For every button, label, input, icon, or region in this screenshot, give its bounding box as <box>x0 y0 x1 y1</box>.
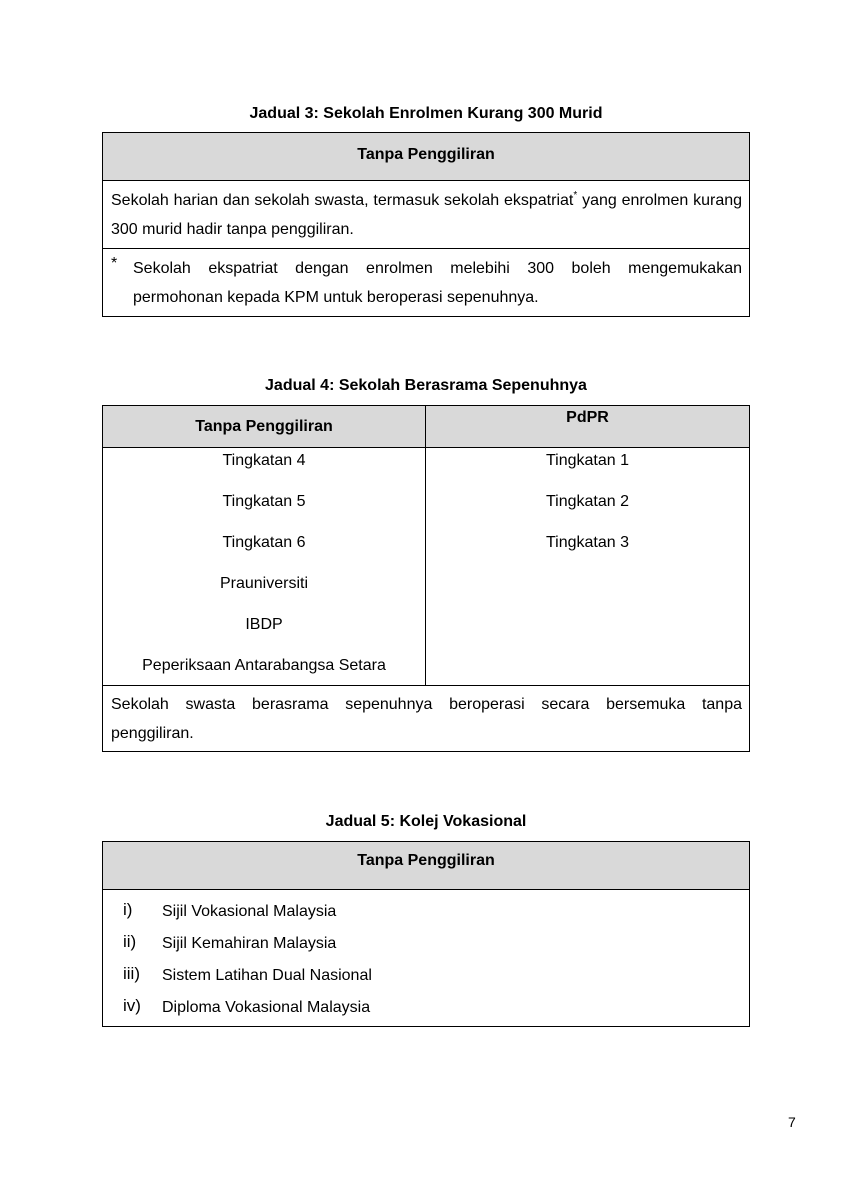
page-number: 7 <box>788 1114 796 1130</box>
list-item-number: i) <box>123 900 133 919</box>
table4-col-left <box>103 406 426 685</box>
table3-body-footnote-mark: * <box>573 190 578 201</box>
table3-body-text: Sekolah harian dan sekolah swasta, termasuk sekolah ekspatriat <box>111 192 574 209</box>
list-item <box>103 932 749 964</box>
table5-caption: Jadual 5: Kolej Vokasional <box>325 813 527 830</box>
table4-right-list <box>426 448 749 573</box>
list-item-number: iii) <box>123 964 140 983</box>
list-item-text: Diploma Vokasional Malaysia <box>162 999 371 1016</box>
table3 <box>102 132 750 317</box>
list-item <box>103 900 749 932</box>
table3-note <box>103 249 749 312</box>
table4-col-right-header: PdPR <box>426 406 749 448</box>
table4-caption: Jadual 4: Sekolah Berasrama Sepenuhnya <box>265 377 587 394</box>
list-item-number: ii) <box>123 932 137 951</box>
table4-footer: Sekolah swasta berasrama sepenuhnya beroperasi secara bersemuka tanpa penggiliran. <box>111 696 742 742</box>
table5-list <box>103 890 749 1036</box>
list-item <box>103 964 749 996</box>
list-item: IBDP <box>245 616 283 633</box>
list-item: Tingkatan 4 <box>222 452 306 469</box>
list-item <box>103 996 749 1028</box>
list-item-number: iv) <box>123 996 141 1015</box>
list-item: Tingkatan 5 <box>222 493 306 510</box>
list-item: Tingkatan 2 <box>545 493 629 510</box>
table3-body-text-end: yang enrolmen kurang 300 murid hadir tanpa penggiliran. <box>111 192 743 238</box>
list-item: Tingkatan 3 <box>545 534 629 551</box>
list-item: Tingkatan 1 <box>545 452 629 469</box>
table3-header: Tanpa Penggiliran <box>103 133 749 181</box>
list-item-text: Sistem Latihan Dual Nasional <box>162 967 372 984</box>
table4-col-right <box>426 406 749 685</box>
list-item: Prauniversiti <box>219 575 309 592</box>
table4 <box>102 405 750 752</box>
list-item-text: Sijil Vokasional Malaysia <box>162 903 337 920</box>
list-item: Peperiksaan Antarabangsa Setara <box>142 657 386 674</box>
table4-columns <box>103 406 749 686</box>
table4-col-left-header: Tanpa Penggiliran <box>103 406 425 448</box>
table5-header: Tanpa Penggiliran <box>103 842 749 890</box>
table5 <box>102 841 750 1027</box>
list-item-text: Sijil Kemahiran Malaysia <box>162 935 337 952</box>
list-item: Tingkatan 6 <box>222 534 306 551</box>
table4-left-list <box>103 448 425 685</box>
table3-note-star: * <box>111 255 118 272</box>
table3-note-text: Sekolah ekspatriat dengan enrolmen melebihi 300 boleh mengemukakan permohonan kepada KPM untuk beroperasi sepenuhnya. <box>133 260 742 306</box>
table3-caption: Jadual 3: Sekolah Enrolmen Kurang 300 Murid <box>249 105 603 122</box>
table3-body <box>103 181 749 249</box>
